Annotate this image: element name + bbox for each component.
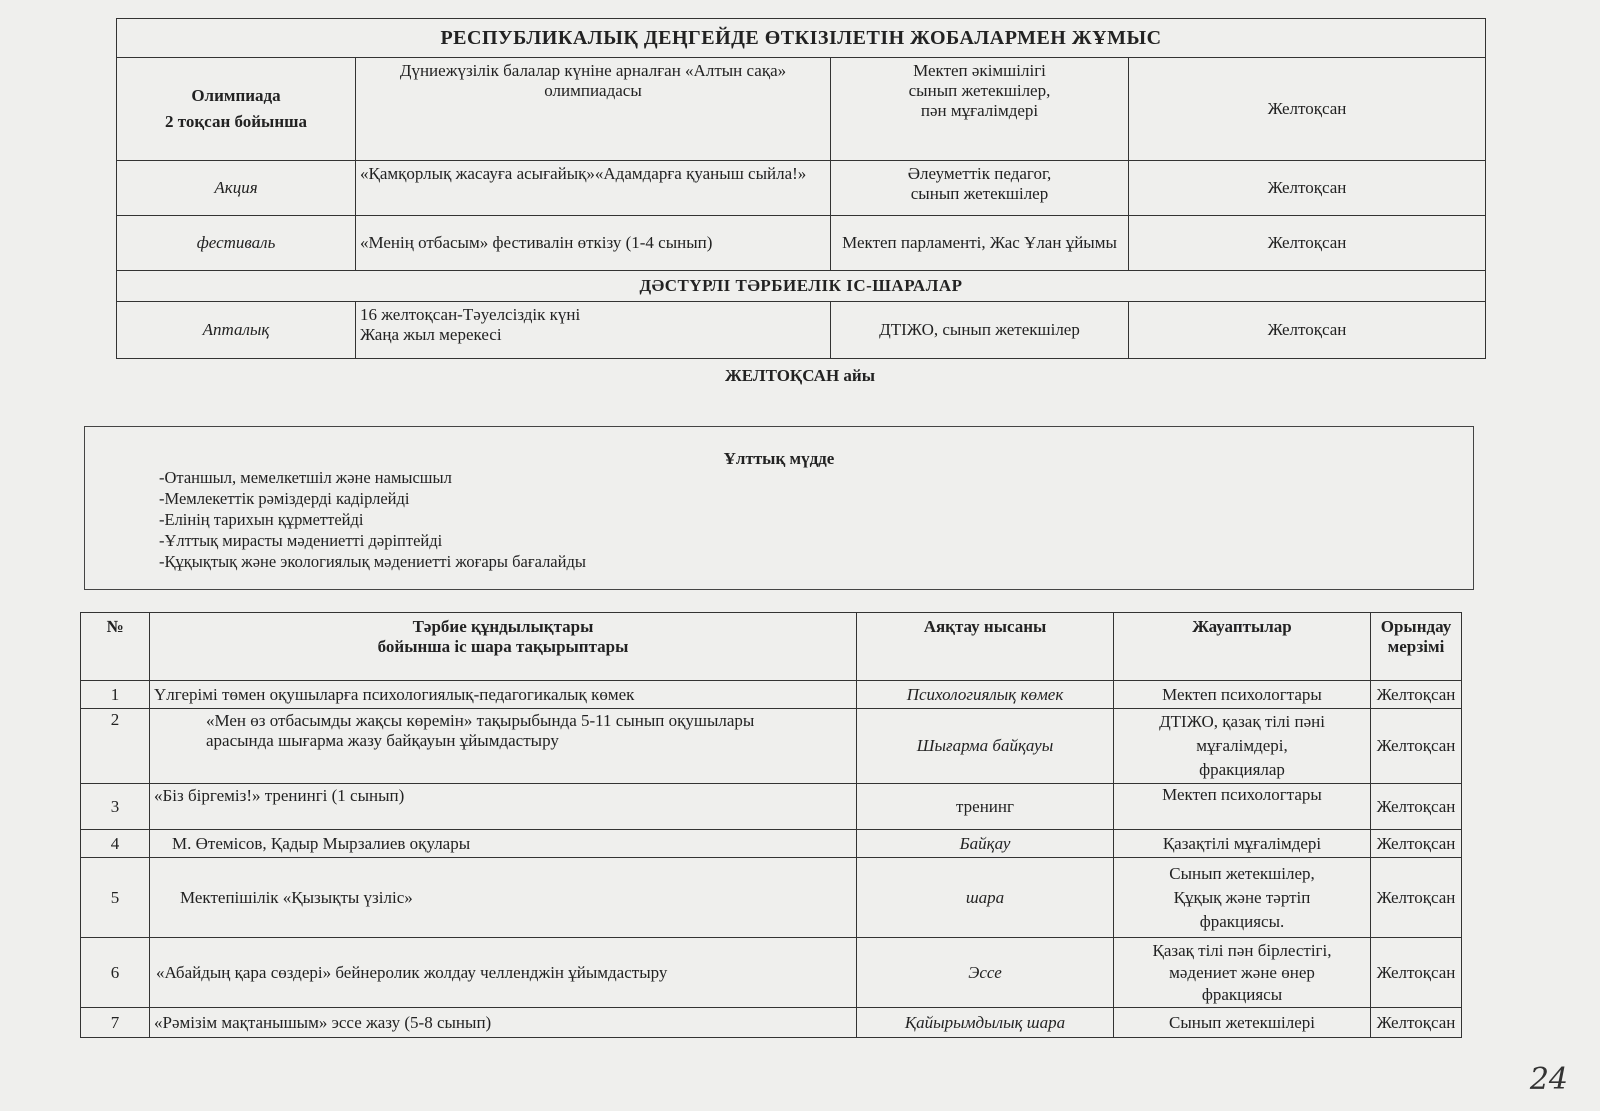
header-number: № [81,613,150,681]
row-form: шара [857,858,1114,938]
row-responsible: ДТІЖО, қазақ тілі пәні мұғалімдері, фракциялар [1114,709,1371,784]
list-item: -Отаншыл, мемелкетшіл және намысшыл [159,468,452,487]
event-type: Акция [117,161,356,216]
row-responsible: Сынып жетекшілер, Құқық және тәртіп фракциясы. [1114,858,1371,938]
table-row [81,830,1462,858]
month-title: ЖЕЛТОҚСАН айы [724,366,875,385]
list-item: -Мемлекеттік рәміздерді кадірлейді [159,489,410,508]
table-row [81,1008,1462,1038]
header-responsible: Жауаптылар [1114,613,1371,681]
republic-projects-table [116,18,1486,359]
row-number: 2 [81,709,150,784]
list-item: -Елінің тарихын құрметтейді [159,510,364,529]
row-deadline: Желтоқсан [1371,784,1462,830]
row-responsible: Сынып жетекшілері [1114,1008,1371,1038]
page-number: 24 [1529,1062,1568,1097]
row-deadline: Желтоқсан [1371,1008,1462,1038]
deadline: Желтоқсан [1129,161,1486,216]
row-form: Байқау [857,830,1114,858]
row-number: 1 [81,681,150,709]
table-row [81,938,1462,1008]
list-item: -Құқықтық және экологиялық мәдениетті жоғары бағалайды [159,552,586,571]
row-form: Эссе [857,938,1114,1008]
december-events-table [80,612,1462,1038]
table-row [117,216,1486,271]
table-row [117,302,1486,359]
row-form: Қайырымдылық шара [857,1008,1114,1038]
section-title-traditional-events: ДӘСТҮРЛІ ТӘРБИЕЛІК ІС-ШАРАЛАР [117,271,1486,302]
table-row [81,858,1462,938]
event-type: фестиваль [117,216,356,271]
row-responsible: Қазақтілі мұғалімдері [1114,830,1371,858]
deadline: Желтоқсан [1129,302,1486,359]
event-type: Олимпиада 2 тоқсан бойынша [117,58,356,161]
table-row [81,681,1462,709]
event-type: Апталық [117,302,356,359]
row-form: Психологиялық көмек [857,681,1114,709]
row-number: 6 [81,938,150,1008]
row-deadline: Желтоқсан [1371,830,1462,858]
row-number: 4 [81,830,150,858]
event-title: Дүниежүзілік балалар күніне арналған «Алтын сақа» олимпиадасы [356,58,831,161]
responsible: ДТІЖО, сынып жетекшілер [831,302,1129,359]
row-number: 7 [81,1008,150,1038]
deadline: Желтоқсан [1129,58,1486,161]
row-topic: «Біз біргеміз!» тренингі (1 сынып) [150,784,857,830]
table-row [81,784,1462,830]
values-title: Ұлттық мүдде [723,449,835,468]
event-title: 16 желтоқсан-Тәуелсіздік күні Жаңа жыл мерекесі [356,302,831,359]
row-responsible: Қазақ тілі пән бірлестігі, мәдениет және өнер фракциясы [1114,938,1371,1008]
row-responsible: Мектеп психологтары [1114,681,1371,709]
row-topic: «Абайдың қара сөздері» бейнеролик жолдау челленджін ұйымдастыру [150,938,857,1008]
section-title-republic-projects: РЕСПУБЛИКАЛЫҚ ДЕҢГЕЙДЕ ӨТКІЗІЛЕТІН ЖОБАЛАРМЕН ЖҰМЫС [117,19,1486,58]
header-topic: Тәрбие құндылықтары бойынша іс шара тақырыптары [150,613,857,681]
responsible: Мектеп парламенті, Жас Ұлан ұйымы [831,216,1129,271]
row-deadline: Желтоқсан [1371,709,1462,784]
row-deadline: Желтоқсан [1371,681,1462,709]
row-topic: «Рәмізім мақтанышым» эссе жазу (5-8 сынып) [150,1008,857,1038]
table-row [117,58,1486,161]
deadline: Желтоқсан [1129,216,1486,271]
event-title: «Менің отбасым» фестивалін өткізу (1-4 сынып) [356,216,831,271]
row-topic: «Мен өз отбасымды жақсы көремін» тақырыбында 5-11 сынып оқушылары арасында шығарма жазу байқауын ұйымдастыру [150,709,857,784]
row-number: 3 [81,784,150,830]
row-deadline: Желтоқсан [1371,938,1462,1008]
row-topic: Мектепішілік «Қызықты үзіліс» [150,858,857,938]
table-row [117,161,1486,216]
header-form: Аяқтау нысаны [857,613,1114,681]
table-row [81,709,1462,784]
national-interest-box [84,426,1474,590]
table-header-row [81,613,1462,681]
header-deadline: Орындау мерзімі [1371,613,1462,681]
list-item: -Ұлттық мирасты мәдениетті дәріптейді [159,531,443,550]
values-list [159,467,586,572]
responsible: Мектеп әкімшілігі сынып жетекшілер, пән мұғалімдері [831,58,1129,161]
row-topic: М. Өтемісов, Қадыр Мырзалиев оқулары [150,830,857,858]
responsible: Әлеуметтік педагог, сынып жетекшілер [831,161,1129,216]
row-topic: Үлгерімі төмен оқушыларға психологиялық-педагогикалық көмек [150,681,857,709]
row-deadline: Желтоқсан [1371,858,1462,938]
row-form: Шығарма байқауы [857,709,1114,784]
event-title: «Қамқорлық жасауға асығайық»«Адамдарға қуаныш сыйла!» [356,161,831,216]
row-number: 5 [81,858,150,938]
row-form: тренинг [857,784,1114,830]
row-responsible: Мектеп психологтары [1114,784,1371,830]
